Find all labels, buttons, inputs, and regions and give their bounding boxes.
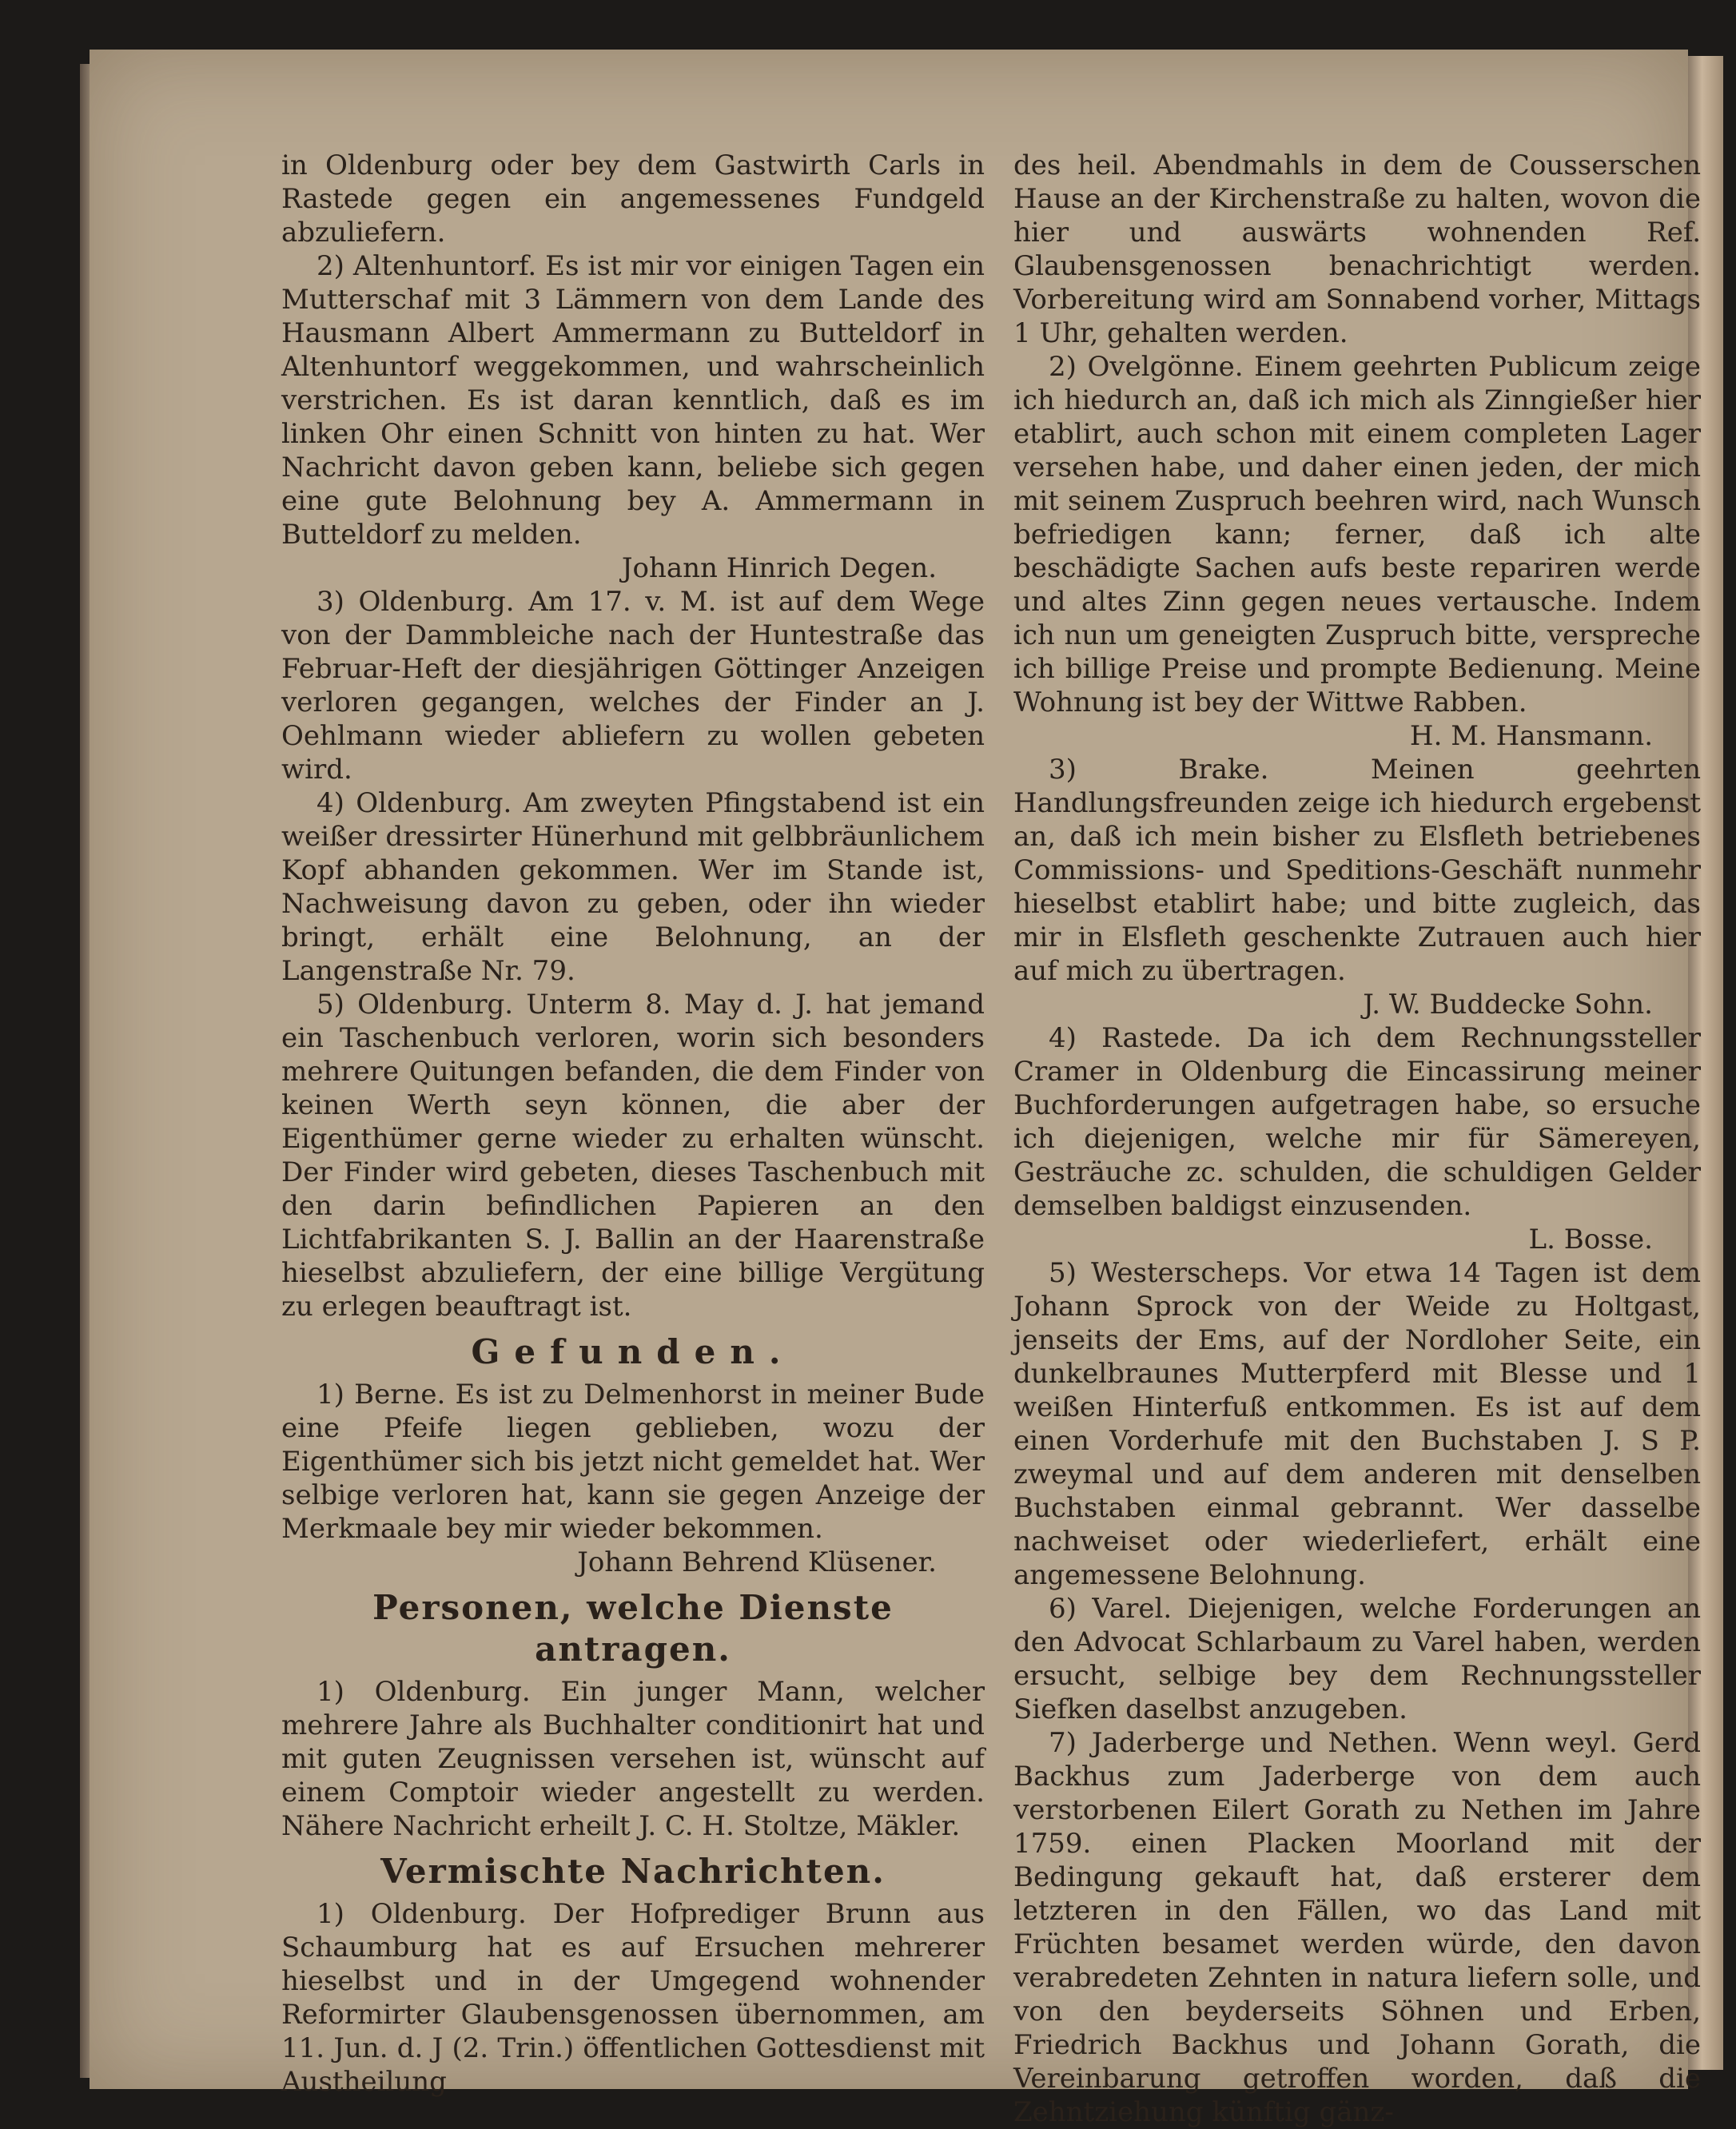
paragraph: in Oldenburg oder bey dem Gastwirth Carls in Rastede gegen ein angemessenes Fundgeld abzuliefern. (281, 149, 985, 249)
notice-ovelgoenne: 2) Ovelgönne. Einem geehrten Publicum zeige ich hiedurch an, daß ich mich als Zinngießer hier etablirt, auch schon mit einem completen Lager versehen habe, und daher einen jeden, der mich mit seinem Zuspruch beehren wird, nach Wunsch befriedigen kann; ferner, daß ich alte beschädigte Sachen aufs beste repariren werde und altes Zinn gegen neues vertausche. Indem ich nun um geneigten Zuspruch bitte, verspreche ich billige Preise und prompte Bedienung. Meine Wohnung ist bey der Wittwe Rabben. (1013, 351, 1701, 718)
section-heading-personen: Personen, welche Dienste antragen. (372, 1588, 894, 1669)
section-heading-vermischte: Vermischte Nachrichten. (380, 1852, 886, 1891)
notice-berne: 1) Berne. Es ist zu Delmenhorst in meiner Bude eine Pfeife liegen geblieben, wozu der Eigenthümer sich bis jetzt nicht gemeldet hat. Wer selbige verloren hat, kann sie gegen Anzeige der Merkmaale bey mir wieder bekommen. (281, 1379, 985, 1545)
left-column (281, 149, 985, 2099)
paragraph: des heil. Abendmahls in dem de Cousserschen Hause an der Kirchenstraße zu halten, wovon die hier und auswärts wohnenden Ref. Glaubensgenossen benachrichtigt werden. Vorbereitung wird am Sonnabend vorher, Mittags 1 Uhr, gehalten werden. (1013, 149, 1701, 349)
signature: Johann Behrend Klüsener. (577, 1546, 937, 1578)
section-heading-gefunden: Gefunden. (471, 1332, 795, 1371)
notice-jaderberge: 7) Jaderberge und Nethen. Wenn weyl. Gerd Backhus zum Jaderberge von dem auch verstorbenen Eilert Gorath zu Nethen im Jahre 1759. einen Placken Moorland mit der Bedingung gekauft hat, daß ersterer dem letzteren in den Fällen, wo das Land mit Früchten besamet werden würde, den davon verabredeten Zehnten in natura liefern solle, und von den beyderseits Söhnen und Erben, Friedrich Backhus und Johann Gorath, die Vereinbarung getroffen worden, daß die Zehntziehung künftig gänz- (1013, 1727, 1701, 2128)
right-column (1013, 149, 1701, 2129)
notice-oldenburg-5: 5) Oldenburg. Unterm 8. May d. J. hat jemand ein Taschenbuch verloren, worin sich besonders mehrere Quitungen befanden, die dem Finder von keinen Werth seyn können, die aber der Eigenthümer gerne wieder zu erhalten wünscht. Der Finder wird gebeten, dieses Taschenbuch mit den darin befindlichen Papieren an den Lichtfabrikanten S. J. Ballin an der Haarenstraße hieselbst abzuliefern, der eine billige Vergütung zu erlegen beauftragt ist. (281, 989, 985, 1323)
notice-brake: 3) Brake. Meinen geehrten Handlungsfreunden zeige ich hiedurch ergebenst an, daß ich mein bisher zu Elsfleth betriebenes Commissions- und Speditions-Geschäft nunmehr hieselbst etablirt habe; und bitte zugleich, das mir in Elsfleth geschenkte Zutrauen auch hier auf mich zu übertragen. (1013, 754, 1701, 987)
notice-rastede: 4) Rastede. Da ich dem Rechnungssteller Cramer in Oldenburg die Eincassirung meiner Buchforderungen aufgetragen habe, so ersuche ich diejenigen, welche mir für Sämereyen, Gesträuche zc. schulden, die schuldigen Gelder demselben baldigst einzusenden. (1013, 1022, 1701, 1222)
signature: L. Bosse. (1528, 1224, 1653, 1256)
notice-westerscheps: 5) Westerscheps. Vor etwa 14 Tagen ist dem Johann Sprock von der Weide zu Holtgast, jenseits der Ems, auf der Nordloher Seite, ein dunkelbraunes Mutterpferd mit Blesse und 1 weißen Hinterfuß entkommen. Es ist auf dem einen Vorderhufe mit den Buchstaben J. S P. zweymal und auf dem anderen mit denselben Buchstaben einmal gebrannt. Wer dasselbe nachweiset oder wiederliefert, erhält eine angemessene Belohnung. (1013, 1257, 1701, 1591)
signature: H. M. Hansmann. (1409, 720, 1653, 752)
notice-altenhuntorf: 2) Altenhuntorf. Es ist mir vor einigen Tagen ein Mutterschaf mit 3 Lämmern von dem Lande des Hausmann Albert Ammermann zu Butteldorf in Altenhuntorf weggekommen, und wahrscheinlich verstrichen. Es ist daran kenntlich, daß es im linken Ohr einen Schnitt von hinten zu hat. Wer Nachricht davon geben kann, beliebe sich gegen eine gute Belohnung bey A. Ammermann in Butteldorf zu melden. (281, 250, 985, 551)
notice-varel: 6) Varel. Diejenigen, welche Forderungen an den Advocat Schlarbaum zu Varel haben, werden ersucht, selbige bey dem Rechnungssteller Siefken daselbst anzugeben. (1013, 1593, 1701, 1725)
signature: Johann Hinrich Degen. (621, 552, 937, 584)
notice-oldenburg-buchhalter: 1) Oldenburg. Ein junger Mann, welcher mehrere Jahre als Buchhalter conditionirt hat und mit guten Zeugnissen versehen ist, wünscht auf einem Comptoir wieder angestellt zu werden. Nähere Nachricht erheilt J. C. H. Stoltze, Mäkler. (281, 1676, 985, 1842)
signature: J. W. Buddecke Sohn. (1363, 989, 1653, 1021)
notice-oldenburg-3: 3) Oldenburg. Am 17. v. M. ist auf dem Wege von der Dammbleiche nach der Huntestraße das Februar-Heft der diesjährigen Göttinger Anzeigen verloren gegangen, welches der Finder an J. Oehlmann wieder abliefern zu wollen gebeten wird. (281, 586, 985, 786)
notice-oldenburg-hofprediger: 1) Oldenburg. Der Hofprediger Brunn aus Schaumburg hat es auf Ersuchen mehrerer hieselbst und in der Umgegend wohnender Reformirter Glaubensgenossen übernommen, am 11. Jun. d. J (2. Trin.) öffentlichen Gottesdienst mit Austheilung (281, 1898, 985, 2098)
notice-oldenburg-4: 4) Oldenburg. Am zweyten Pfingstabend ist ein weißer dressirter Hünerhund mit gelbbräunlichem Kopf abhanden gekommen. Wer im Stande ist, Nachweisung davon zu geben, oder ihn wieder bringt, erhält eine Belohnung, an der Langenstraße Nr. 79. (281, 787, 985, 987)
